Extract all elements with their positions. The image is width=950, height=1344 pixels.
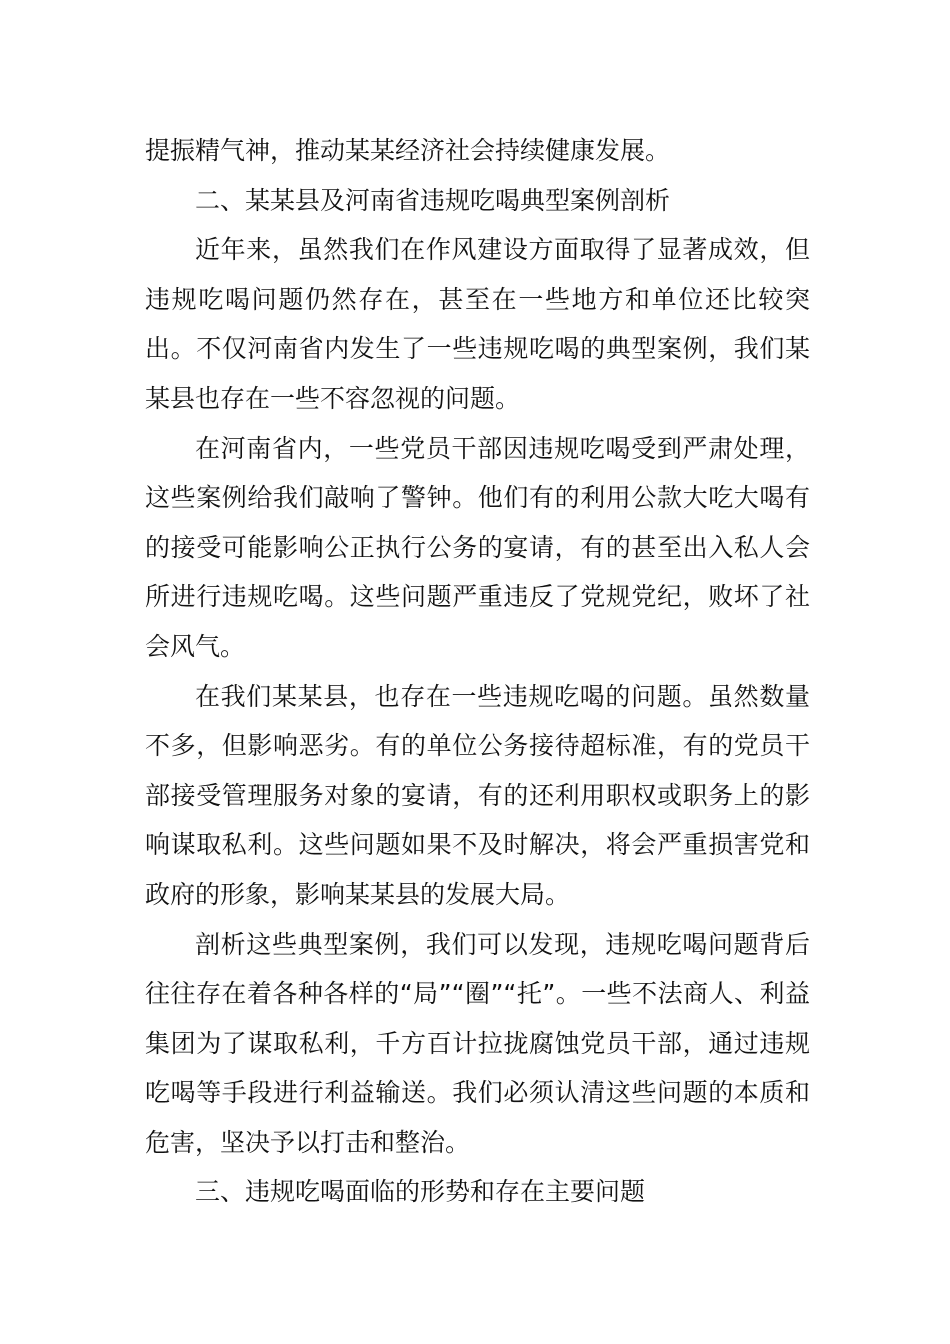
paragraph: 在我们某某县，也存在一些违规吃喝的问题。虽然数量不多，但影响恶劣。有的单位公务接待超标准，有的党员干部接受管理服务对象的宴请，有的还利用职权或职务上的影响谋取私利。这些问题如果不及时解决，将会严重损害党和政府的形象，影响某某县的发展大局。 bbox=[145, 681, 810, 909]
paragraph-continuation: 提振精气神，推动某某经济社会持续健康发展。 bbox=[145, 136, 671, 165]
paragraph: 近年来，虽然我们在作风建设方面取得了显著成效，但违规吃喝问题仍然存在，甚至在一些地方和单位还比较突出。不仅河南省内发生了一些违规吃喝的典型案例，我们某某县也存在一些不容忽视的问题。 bbox=[145, 235, 810, 413]
paragraph: 剖析这些典型案例，我们可以发现，违规吃喝问题背后往往存在着各种各样的“局”“圈”“托”。一些不法商人、利益集团为了谋取私利，千方百计拉拢腐蚀党员干部，通过违规吃喝等手段进行利益输送。我们必须认清这些问题的本质和危害，坚决予以打击和整治。 bbox=[145, 929, 810, 1157]
section-heading-3: 三、违规吃喝面临的形势和存在主要问题 bbox=[195, 1177, 646, 1207]
paragraph: 在河南省内，一些党员干部因违规吃喝受到严肃处理，这些案例给我们敲响了警钟。他们有的利用公款大吃大喝有的接受可能影响公正执行公务的宴请，有的甚至出入私人会所进行违规吃喝。这些问题严重违反了党规党纪，败坏了社会风气。 bbox=[145, 433, 810, 661]
section-heading-2: 二、某某县及河南省违规吃喝典型案例剖析 bbox=[195, 185, 671, 215]
document-body bbox=[145, 126, 810, 1217]
